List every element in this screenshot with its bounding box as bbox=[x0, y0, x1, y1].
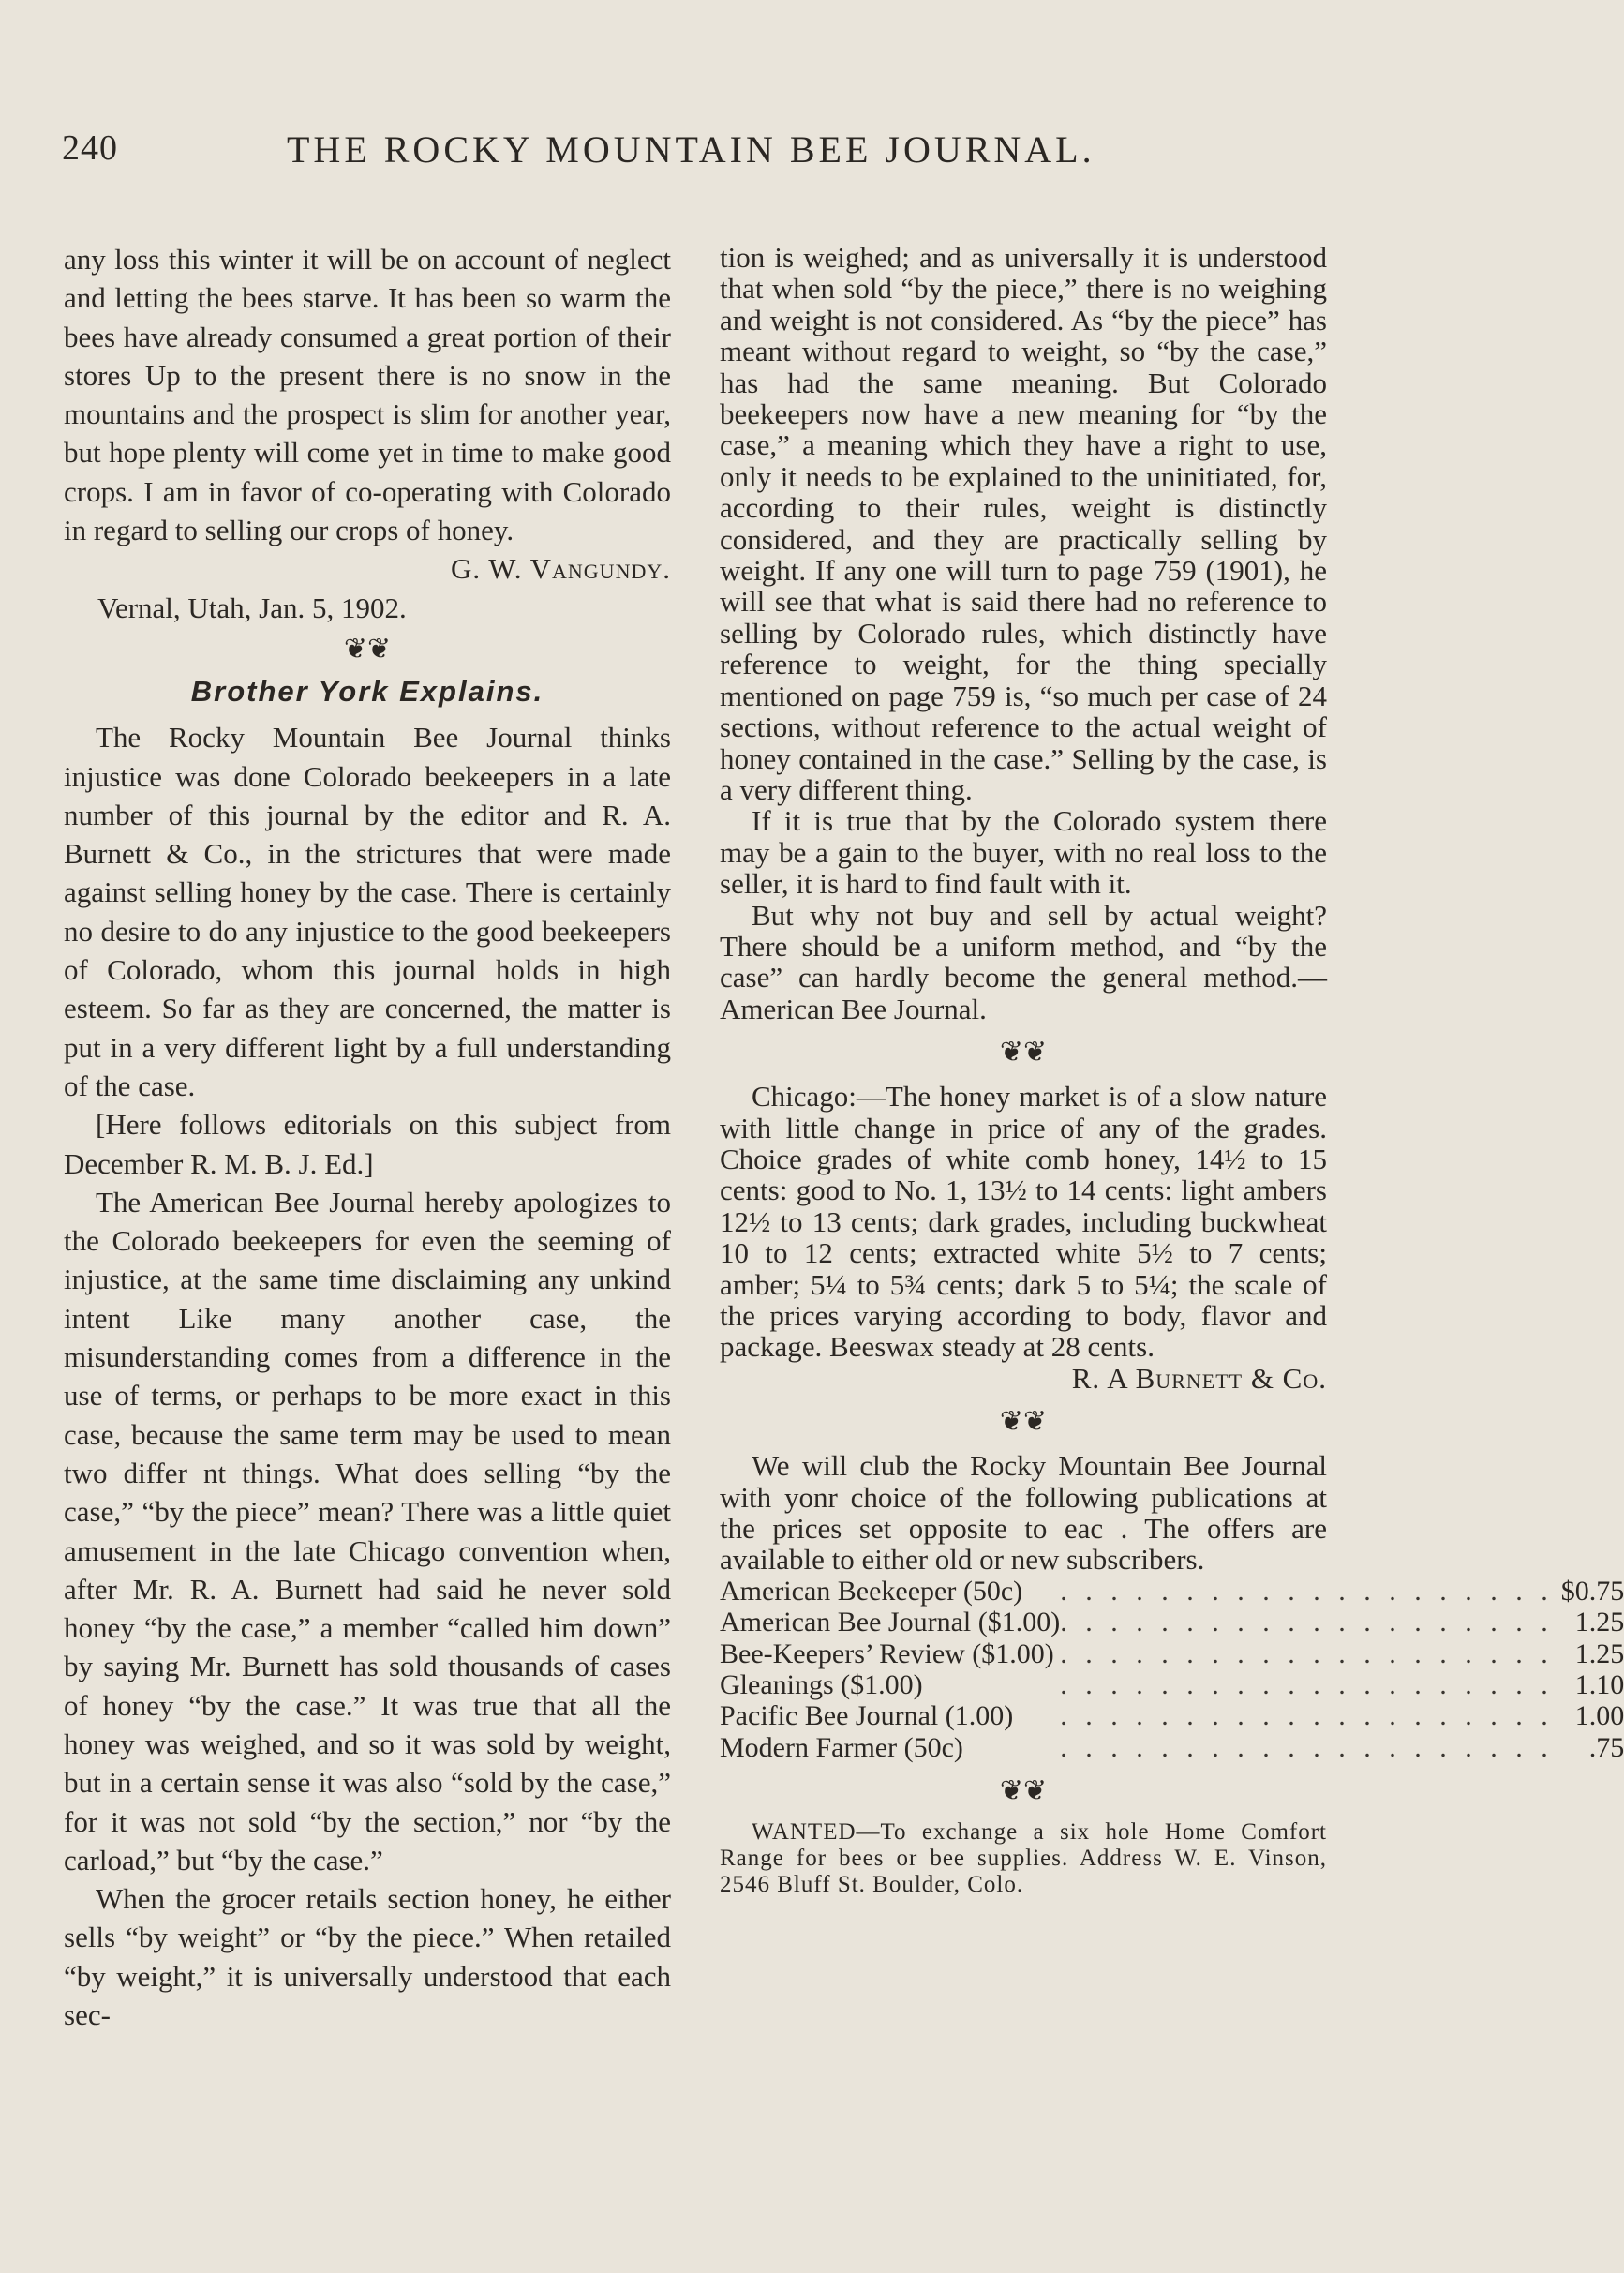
left-column bbox=[64, 240, 671, 2034]
article-paragraph: The American Bee Journal hereby apologizes to the Colorado beekeepers for even the seeming of injustice, at the same time disclaiming any unkind intent Like many another case, the misunderstanding comes from a difference in the use of terms, or perhaps to be more exact in this case, because the same term may be used to mean two differ nt things. What does selling “by the case,” “by the piece” mean? There was a little quiet amusement in the late Chicago convention when, after Mr. R. A. Burnett had said he never sold honey “by the case,” a member “called him down” by saying Mr. Burnett has sold thousands of cases of honey “by the case.” It was true that all the honey was weighed, and so it was sold by weight, but in a certain sense it was also “sold by the case,” for it was not sold “by the section,” nor “by the carload,” but “by the case.” bbox=[64, 1185, 671, 1877]
section-ornament: ❦❦ bbox=[999, 1775, 1048, 1807]
market-report: Chicago:—The honey market is of a slow nature with little change in price of any of the grades. Choice grades of white comb honey, 14½ to 15 cents: good to No. 1, 13½ to 14 cents: light ambers 12½ to 13 cents; dark grades, including buckwheat 10 to 12 cents; extracted white 5½ to 7 cents; amber; 5¼ to 5¾ cents; dark 5 to 5¼; the scale of the prices varying according to body, flavor and package. Beeswax steady at 28 cents. bbox=[720, 1080, 1327, 1364]
running-head: THE ROCKY MOUNTAIN BEE JOURNAL. bbox=[287, 128, 1095, 171]
price-row: Bee-Keepers’ Review ($1.00) . . . . . . . . . . . . . . . . . . . . 1.25 bbox=[720, 1637, 1624, 1669]
section-ornament: ❦❦ bbox=[999, 1037, 1048, 1069]
letter-dateline: Vernal, Utah, Jan. 5, 1902. bbox=[97, 591, 407, 624]
article-paragraph: When the grocer retails section honey, he either sells “by weight” or “by the piece.” When retailed “by weight,” it is universally understood that each sec- bbox=[64, 1882, 671, 2032]
article-paragraph: If it is true that by the Colorado system there may be a gain to the buyer, with no real loss to the seller, it is hard to find fault with it. bbox=[720, 804, 1327, 901]
article-continuation: tion is weighed; and as universally it is understood that when sold “by the piece,” there is no weighing and weight is not considered. As “by the piece” has meant without regard to weight, so “by the case,” has had the same meaning. But Colorado beekeepers now have a new meaning for “by the case,” a meaning which they have a right to use, only it needs to be explained to the uninitiated, for, according to their rules, weight is distinctly considered, and they are practically selling by weight. If any one will turn to page 759 (1901), he will see that what is said there had no reference to selling by Colorado rules, which distinctly have reference to weight, for the thing specially mentioned on page 759 is, “so much per case of 24 sections, without reference to the actual weight of honey contained in the case.” Selling by the case, is a very different thing. bbox=[720, 241, 1327, 806]
editor-note: [Here follows editorials on this subject from December R. M. B. J. Ed.] bbox=[64, 1108, 671, 1180]
club-price-list bbox=[720, 1576, 1624, 1763]
letter-continuation: any loss this winter it will be on account of neglect and letting the bees starve. It has been so warm the bees have already consumed a great portion of their stores Up to the present there is no snow in the mountains and the prospect is slim for another year, but hope plenty will come yet in time to make good crops. I am in favor of co-operating with Colorado in regard to selling our crops of honey. bbox=[64, 243, 671, 547]
section-ornament: ❦❦ bbox=[999, 1406, 1048, 1438]
price-row: Pacific Bee Journal (1.00) . . . . . . . . . . . . . . . . . . . . 1.00 bbox=[720, 1700, 1624, 1732]
article-heading: Brother York Explains. bbox=[190, 674, 544, 708]
article-paragraph: But why not buy and sell by actual weight? There should be a uniform method, and “by the case” can hardly become the general method.—American Bee Journal. bbox=[720, 898, 1327, 1025]
right-column bbox=[720, 241, 1624, 1898]
page-number: 240 bbox=[62, 128, 118, 168]
letter-signature: G. W. Vangundy. bbox=[450, 552, 671, 586]
article-paragraph: The Rocky Mountain Bee Journal thinks injustice was done Colorado beekeepers in a late number of this journal by the editor and R. A. Burnett & Co., in the strictures that were made against selling honey by the case. There is certainly no desire to do any injustice to the good beekeepers of Colorado, whom this journal holds in high esteem. So far as they are concerned, the matter is put in a very different light by a full understanding of the case. bbox=[64, 721, 671, 1102]
market-signature: R. A Burnett & Co. bbox=[1071, 1361, 1327, 1395]
price-row: Gleanings ($1.00) . . . . . . . . . . . . . . . . . . . . 1.10 bbox=[720, 1669, 1624, 1701]
club-offer-intro: We will club the Rocky Mountain Bee Journal with yonr choice of the following publications at the prices set opposite to eac . The offers are available to either old or new subscribers. bbox=[720, 1449, 1327, 1577]
section-ornament: ❦❦ bbox=[343, 633, 392, 665]
price-row: Modern Farmer (50c) . . . . . . . . . . . . . . . . . . . . .75 bbox=[720, 1731, 1624, 1763]
wanted-ad: WANTED—To exchange a six hole Home Comfort Range for bees or bee supplies. Address W. E. Vinson, 2546 Bluff St. Boulder, Colo. bbox=[720, 1819, 1327, 1898]
price-row: American Bee Journal ($1.00) . . . . . . . . . . . . . . . . . . . . 1.25 bbox=[720, 1607, 1624, 1638]
price-row: American Beekeeper (50c) . . . . . . . . . . . . . . . . . . . . $0.75 bbox=[720, 1575, 1624, 1607]
